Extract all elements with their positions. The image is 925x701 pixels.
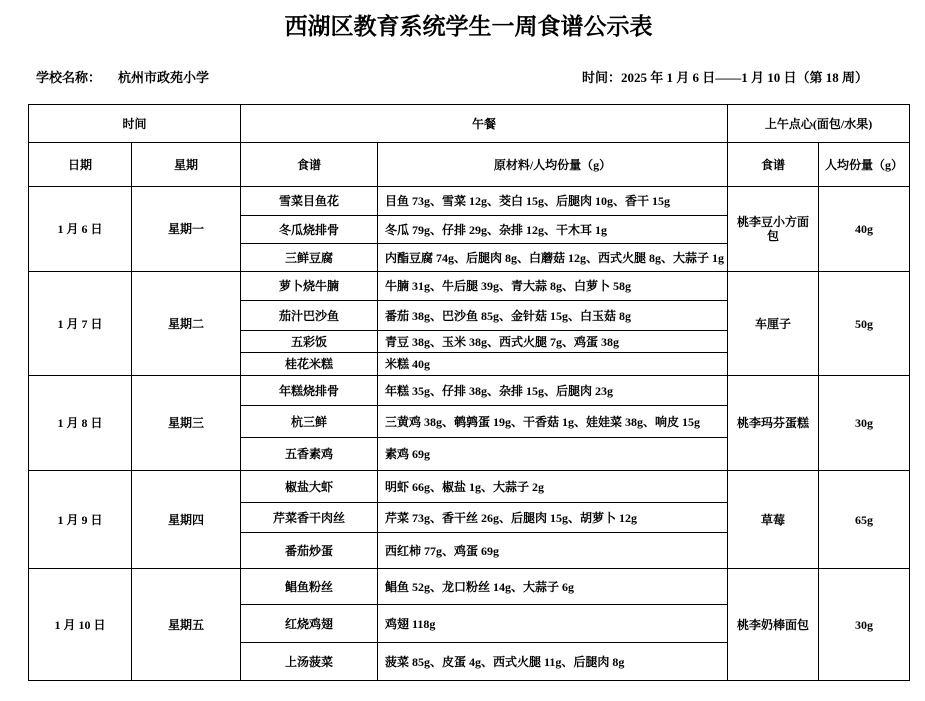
- page-title: 西湖区教育系统学生一周食谱公示表: [284, 14, 653, 39]
- ingredients-cell: 鸡翅 118g: [378, 605, 728, 643]
- snack-portion-cell: 30g: [819, 376, 910, 471]
- snack-portion-cell: 50g: [819, 272, 910, 376]
- snack-portion-cell: 40g: [819, 187, 910, 272]
- date-cell: 1 月 10 日: [29, 569, 132, 681]
- snack-cell: 桃李豆小方面包: [728, 187, 819, 272]
- dish-cell: 雪菜目鱼花: [241, 187, 378, 216]
- header-lunch: 午餐: [241, 105, 728, 143]
- dish-cell: 红烧鸡翅: [241, 605, 378, 643]
- weekday-cell: 星期三: [132, 376, 241, 471]
- header-lunch-dish: 食谱: [241, 143, 378, 187]
- snack-cell: 草莓: [728, 471, 819, 569]
- period-text: 时间：2025 年 1 月 6 日——1 月 10 日（第 18 周）: [582, 70, 869, 85]
- dish-cell: 年糕烧排骨: [241, 376, 378, 406]
- header-ingredients: 原材料/人均份量（g）: [378, 143, 728, 187]
- dish-cell: 杭三鲜: [241, 406, 378, 438]
- ingredients-cell: 鲳鱼 52g、龙口粉丝 14g、大蒜子 6g: [378, 569, 728, 605]
- date-cell: 1 月 9 日: [29, 471, 132, 569]
- ingredients-cell: 目鱼 73g、雪菜 12g、茭白 15g、后腿肉 10g、香干 15g: [378, 187, 728, 216]
- snack-cell: 桃李奶棒面包: [728, 569, 819, 681]
- header-weekday: 星期: [132, 143, 241, 187]
- weekday-cell: 星期四: [132, 471, 241, 569]
- ingredients-cell: 牛腩 31g、牛后腿 39g、青大蒜 8g、白萝卜 58g: [378, 272, 728, 301]
- ingredients-cell: 年糕 35g、仔排 38g、杂排 15g、后腿肉 23g: [378, 376, 728, 406]
- menu-table: [28, 104, 910, 681]
- header-snack: 上午点心(面包/水果): [728, 105, 910, 143]
- dish-cell: 茄汁巴沙鱼: [241, 301, 378, 331]
- ingredients-cell: 内酯豆腐 74g、后腿肉 8g、白蘑菇 12g、西式火腿 8g、大蒜子 1g: [378, 244, 728, 272]
- snack-cell: 桃李玛芬蛋糕: [728, 376, 819, 471]
- ingredients-cell: 西红柿 77g、鸡蛋 69g: [378, 533, 728, 569]
- dish-cell: 三鲜豆腐: [241, 244, 378, 272]
- table-row: [29, 471, 910, 503]
- ingredients-cell: 冬瓜 79g、仔排 29g、杂排 12g、干木耳 1g: [378, 216, 728, 244]
- dish-cell: 五香素鸡: [241, 438, 378, 471]
- ingredients-cell: 素鸡 69g: [378, 438, 728, 471]
- weekday-cell: 星期一: [132, 187, 241, 272]
- header-row-top: [29, 105, 910, 143]
- dish-cell: 萝卜烧牛腩: [241, 272, 378, 301]
- header-date: 日期: [29, 143, 132, 187]
- ingredients-cell: 青豆 38g、玉米 38g、西式火腿 7g、鸡蛋 38g: [378, 331, 728, 353]
- date-cell: 1 月 7 日: [29, 272, 132, 376]
- header-snack-dish: 食谱: [728, 143, 819, 187]
- ingredients-cell: 芹菜 73g、香干丝 26g、后腿肉 15g、胡萝卜 12g: [378, 503, 728, 533]
- weekday-cell: 星期五: [132, 569, 241, 681]
- school-name-value: 杭州市政苑小学: [118, 70, 210, 85]
- table-row: [29, 187, 910, 216]
- dish-cell: 芹菜香干肉丝: [241, 503, 378, 533]
- header-snack-portion: 人均份量（g）: [819, 143, 910, 187]
- dish-cell: 上汤菠菜: [241, 643, 378, 681]
- ingredients-cell: 菠菜 85g、皮蛋 4g、西式火腿 11g、后腿肉 8g: [378, 643, 728, 681]
- ingredients-cell: 番茄 38g、巴沙鱼 85g、金针菇 15g、白玉菇 8g: [378, 301, 728, 331]
- dish-cell: 椒盐大虾: [241, 471, 378, 503]
- snack-cell: 车厘子: [728, 272, 819, 376]
- dish-cell: 五彩饭: [241, 331, 378, 353]
- date-cell: 1 月 8 日: [29, 376, 132, 471]
- dish-cell: 冬瓜烧排骨: [241, 216, 378, 244]
- table-row: [29, 376, 910, 406]
- ingredients-cell: 米糕 40g: [378, 353, 728, 376]
- ingredients-cell: 明虾 66g、椒盐 1g、大蒜子 2g: [378, 471, 728, 503]
- table-row: [29, 569, 910, 605]
- dish-cell: 桂花米糕: [241, 353, 378, 376]
- snack-portion-cell: 65g: [819, 471, 910, 569]
- snack-portion-cell: 30g: [819, 569, 910, 681]
- dish-cell: 番茄炒蛋: [241, 533, 378, 569]
- header-row-sub: [29, 143, 910, 187]
- header-time: 时间: [29, 105, 241, 143]
- ingredients-cell: 三黄鸡 38g、鹌鹑蛋 19g、干香菇 1g、娃娃菜 38g、响皮 15g: [378, 406, 728, 438]
- table-row: [29, 272, 910, 301]
- date-cell: 1 月 6 日: [29, 187, 132, 272]
- school-name-label: 学校名称：: [36, 70, 102, 85]
- weekday-cell: 星期二: [132, 272, 241, 376]
- dish-cell: 鲳鱼粉丝: [241, 569, 378, 605]
